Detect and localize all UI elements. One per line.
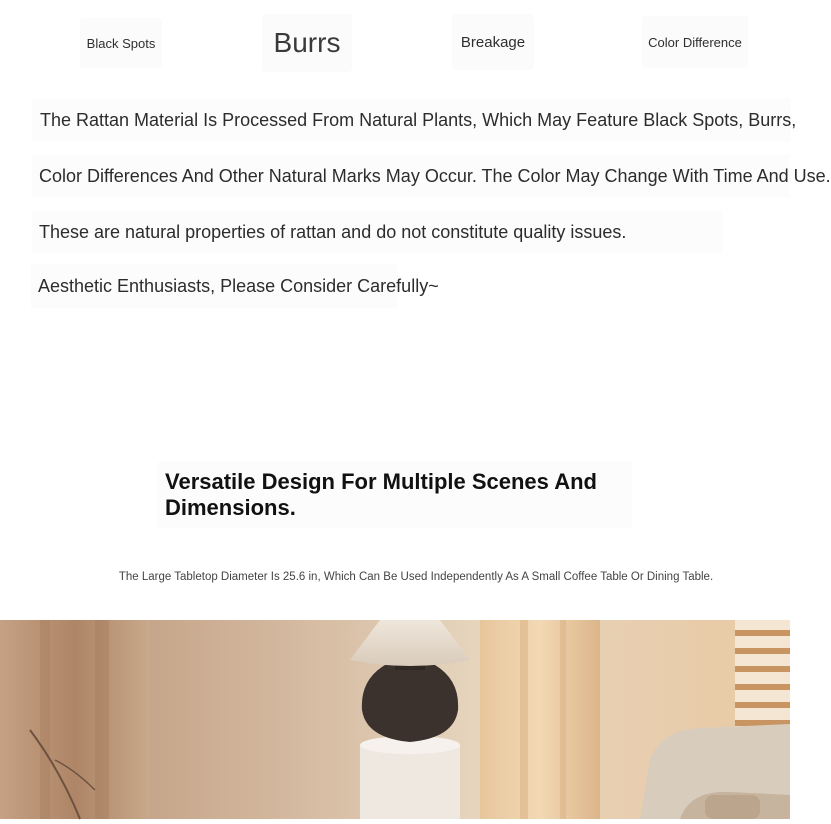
defect-label-black-spots: Black Spots <box>80 18 162 68</box>
section-heading: Versatile Design For Multiple Scenes And Dimensions. <box>158 462 632 528</box>
notice-line-2: Color Differences And Other Natural Marks May Occur. The Color May Change With Time And Use. <box>32 154 790 198</box>
notice-line-1: The Rattan Material Is Processed From Natural Plants, Which May Feature Black Spots, Burrs, <box>32 98 791 142</box>
defect-label-burrs: Burrs <box>262 14 352 72</box>
product-photo <box>0 620 790 819</box>
defect-label-breakage: Breakage <box>452 14 534 70</box>
defect-label-color-difference: Color Difference <box>642 16 748 68</box>
section-description: The Large Tabletop Diameter Is 25.6 in, Which Can Be Used Independently As A Small Coffee Table Or Dining Table. <box>118 571 714 583</box>
notice-line-3: These are natural properties of rattan and do not constitute quality issues. <box>32 210 722 254</box>
notice-line-4: Aesthetic Enthusiasts, Please Consider Carefully~ <box>31 264 398 308</box>
